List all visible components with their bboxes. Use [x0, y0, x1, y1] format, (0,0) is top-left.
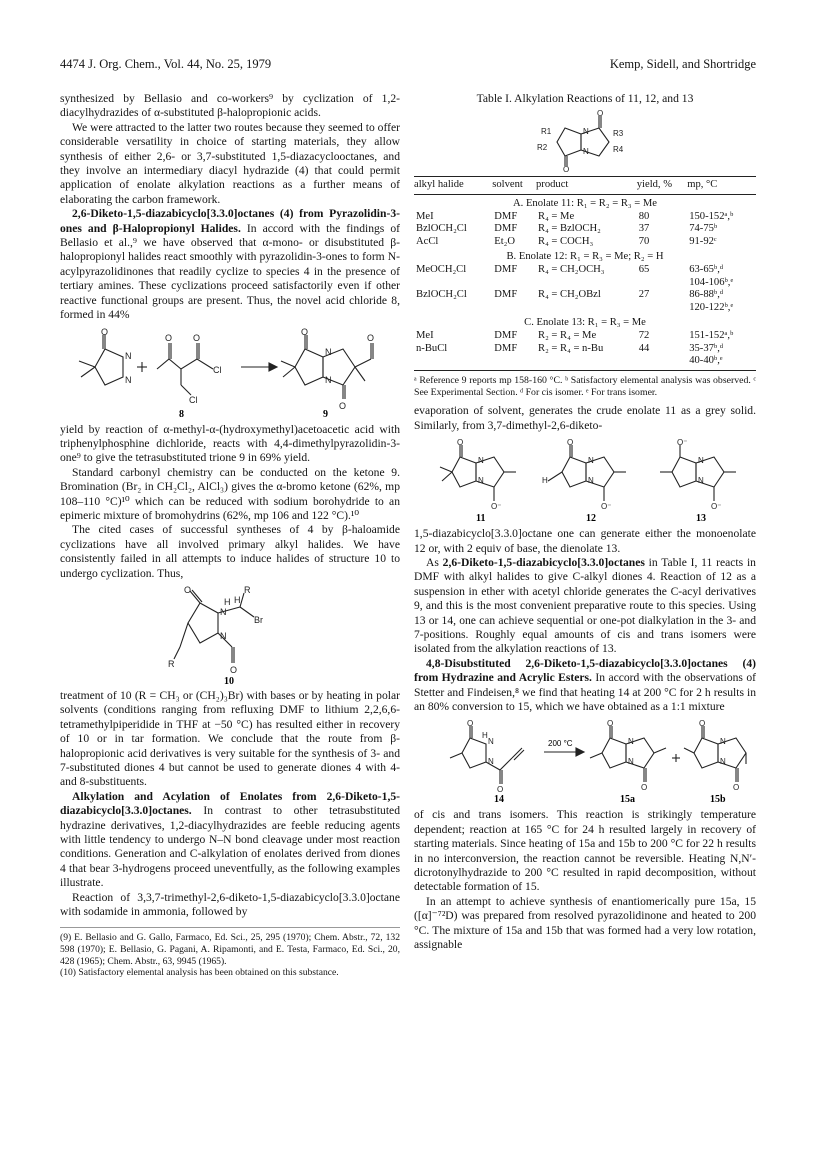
- compound-label: 10: [224, 675, 234, 685]
- cell: R₄ = COCH₃: [538, 235, 594, 247]
- svg-text:H: H: [542, 476, 548, 486]
- svg-text:Cl: Cl: [213, 364, 222, 375]
- paragraph: We were attracted to the latter two routes because they seemed to offer considerable versatility in choice of starting materials, they allow synthesis of either 2,6- or 3,7-substituted 1,5-diazacyclooctanes, and they involve an intermediary diacyl hydrazide (4) that could permit application of enolate alkylation reactions as a further means of elaborating the carbon framework.: [60, 120, 400, 206]
- svg-text:N: N: [478, 456, 484, 466]
- cell: 151-152ᵃ,ᵇ: [689, 329, 734, 341]
- table-title: Table I. Alkylation Reactions of 11, 12, and 13: [476, 92, 694, 105]
- cell: n-BuCl: [416, 342, 448, 354]
- svg-text:H: H: [482, 731, 488, 741]
- paragraph: of cis and trans isomers. This reaction is strikingly temperature dependent; reaction at 165 °C for 24 h resulted largely in recovery of starting materials. Since heating of 15a and 15b to 200 °C for 22 h results in no interconversion, the reaction cannot be reversible. Heating N,N′-dicrotonylhydrazide to 200 °C resulted in rapid decomposition, without detectable formation of 15.: [414, 808, 756, 894]
- cell: 27: [638, 289, 650, 301]
- svg-text:N: N: [220, 606, 227, 617]
- cell: R₂ = R₄ = Me: [538, 329, 597, 341]
- right-column: [414, 92, 756, 952]
- column-header: yield, %: [637, 177, 687, 195]
- enolate-structures: [414, 437, 756, 523]
- compound-label: 9: [323, 408, 328, 419]
- svg-text:N: N: [628, 757, 634, 767]
- compound-label: 15b: [710, 794, 726, 805]
- section-heading: 4,8-Disubstituted 2,6-Diketo-1,5-diazabicyclo[3.3.0]octanes (4) from Hydrazine and Acrylic Esters.: [414, 656, 756, 685]
- svg-text:R2: R2: [537, 143, 548, 153]
- svg-text:N: N: [588, 476, 594, 486]
- inline-bold: 2,6-Diketo-1,5-diazabicyclo[3.3.0]octanes: [442, 555, 645, 569]
- cell: 72: [638, 329, 650, 341]
- cell: 120-122ᵇ,ᵉ: [689, 301, 734, 313]
- svg-text:O⁻: O⁻: [491, 502, 502, 512]
- table-row: [414, 330, 756, 343]
- cell: 86-88ᵇ,ᵈ: [689, 289, 724, 301]
- cell: R₄ = Me: [538, 210, 575, 222]
- cell: MeI: [416, 329, 434, 341]
- svg-text:O: O: [184, 584, 192, 595]
- paragraph: [60, 790, 400, 891]
- cell: 70: [638, 235, 650, 247]
- paragraph: yield by reaction of α-methyl-α-(hydroxymethyl)acetoacetic acid with triphenylphosphine dichloride, reacts with 4,4-dimethylpyrazolidin-3-one⁹ to give the tetrasubstituted trione 9 in 69% yield.: [60, 422, 400, 465]
- compound-label: 15a: [620, 794, 635, 805]
- table-row: [414, 223, 756, 236]
- cell: MeI: [416, 210, 434, 222]
- svg-text:H: H: [224, 596, 231, 607]
- svg-text:N: N: [220, 630, 227, 641]
- paragraph-text: in Table I, 11 reacts in DMF with alkyl halides to give C-alkyl diones 4. Reaction of 12 as a suspension in ether with acetyl chloride generates the C-acyl derivatives 9, and this is the most convenient preparative route to this species. Using 13 or 14, one can achieve sequential or one-pot dialkylation in the 3- and 7-positions. Roughly equal amounts of cis and trans isomers were isolated from the alkylation reactions of 13.: [414, 555, 756, 656]
- paragraph: [414, 657, 756, 715]
- table-row: [414, 236, 756, 249]
- paragraph: synthesized by Bellasio and co-workers⁹ by cyclization of 1,2-diacylhydrazides of α-substituted β-halopropionic acids.: [60, 92, 400, 120]
- svg-text:Cl: Cl: [189, 394, 198, 405]
- svg-text:O⁻: O⁻: [677, 438, 688, 448]
- table-section: C. Enolate 13: R₁ = R₃ = Me: [524, 317, 646, 329]
- svg-text:O⁻: O⁻: [601, 502, 612, 512]
- table-row: [414, 277, 756, 290]
- svg-text:N: N: [628, 737, 634, 747]
- svg-text:R: R: [244, 584, 251, 595]
- footnote: (9) E. Bellasio and G. Gallo, Farmaco, Ed. Sci., 25, 295 (1970); Chem. Abstr., 72, 132 598 (1970); E. Bellasio, G. Pagani, A. Ripamonti, and E. Testa, Farmaco, Ed. Sci., 20, 428 (1965); Chem. Abstr., 63, 9945 (1965).: [60, 932, 400, 967]
- structure-10-drawing: [160, 585, 300, 685]
- svg-text:N: N: [588, 456, 594, 466]
- compound-label: 8: [179, 408, 184, 419]
- cell: 40-40ᵇ,ᵉ: [689, 355, 723, 367]
- svg-text:N: N: [125, 374, 132, 385]
- column-header: solvent: [492, 177, 536, 195]
- table-structure: [414, 110, 756, 172]
- cell: BzlOCH₂Cl: [416, 223, 467, 235]
- svg-text:R3: R3: [613, 129, 624, 139]
- reaction-scheme-structure: [65, 327, 395, 419]
- cell: 80: [638, 210, 650, 222]
- svg-text:N: N: [698, 476, 704, 486]
- section-heading: 2,6-Diketo-1,5-diazabicyclo[3.3.0]octanes (4) from Pyrazolidin-3-ones and β-Halopropionyl Halides.: [60, 207, 400, 235]
- cell: DMF: [494, 210, 518, 222]
- paragraph: The cited cases of successful syntheses of 4 by β-haloamide cyclizations have all involved primary alkyl halides. We have consistently failed in all attempts to induce halides of structure 10 to undergo cyclization. Thus,: [60, 523, 400, 580]
- cell: AcCl: [416, 235, 439, 247]
- left-column: [60, 92, 400, 979]
- running-head-left: 4474 J. Org. Chem., Vol. 44, No. 25, 1979: [60, 57, 272, 71]
- svg-text:R: R: [168, 658, 175, 669]
- cell: R₂ = R₄ = n-Bu: [538, 342, 604, 354]
- svg-text:N: N: [583, 147, 589, 157]
- cell: MeOCH₂Cl: [416, 263, 467, 275]
- cell: DMF: [494, 289, 518, 301]
- footnotes: [60, 927, 400, 978]
- cell: 44: [638, 342, 650, 354]
- svg-text:O⁻: O⁻: [711, 502, 722, 512]
- paragraph: In an attempt to achieve synthesis of enantiomerically pure 15a, 15 ([α]⁻⁷²D) was prepared from resolved pyrazolidinone and heated to 200 °C. The mixture of 15a and 15b that was formed had a very low rotation, assignable: [414, 894, 756, 952]
- svg-text:R1: R1: [541, 127, 552, 137]
- cell: 104-106ᵇ,ᵉ: [689, 276, 734, 288]
- paragraph: 1,5-diazabicyclo[3.3.0]octane one can generate either the monoenolate 12 or, with 2 equiv of base, the dienolate 13.: [414, 527, 756, 555]
- column-header: mp, °C: [687, 177, 756, 195]
- compound-label: 13: [696, 513, 706, 524]
- column-header: product: [536, 177, 637, 195]
- paragraph: treatment of 10 (R = CH₃ or (CH₂)₃Br) with bases or by heating in polar solvents (conditions ranging from refluxing DMF to lithium 2,2,6,6-tetramethylpiperidide in THF at −50 °C) has resulted either in recovery of 10 or in tar formation. We conclude that the route from β-halopropionic acid derivatives is very suitable for the synthesis of 3- and 7-substituted diones 4 but cannot be used to generate diones 4 with 4- and 8-substituents.: [60, 688, 400, 789]
- svg-text:O: O: [607, 719, 614, 729]
- cell: 35-37ᵇ,ᵈ: [689, 342, 724, 354]
- table-row: [414, 343, 756, 356]
- structure-10: [60, 585, 400, 685]
- svg-text:H: H: [234, 594, 241, 605]
- table-section: A. Enolate 11: R₁ = R₂ = R₃ = Me: [513, 198, 657, 209]
- svg-text:O: O: [301, 326, 309, 337]
- svg-text:N: N: [720, 737, 726, 747]
- svg-text:O: O: [641, 783, 648, 793]
- paragraph: [60, 207, 400, 322]
- cell: 65: [638, 263, 650, 275]
- cell: 150-152ᵃ,ᵇ: [689, 210, 734, 222]
- svg-text:O: O: [230, 664, 238, 675]
- svg-text:O: O: [497, 785, 504, 795]
- paragraph: Reaction of 3,3,7-trimethyl-2,6-diketo-1,5-diazabicyclo[3.3.0]octane with sodamide in ammonia, followed by: [60, 890, 400, 919]
- paragraph-text: As: [426, 555, 443, 569]
- svg-text:O: O: [567, 438, 574, 448]
- svg-text:N: N: [478, 476, 484, 486]
- svg-text:O: O: [339, 400, 347, 411]
- scheme-8-to-9: [60, 327, 400, 419]
- compound-label: 14: [494, 794, 504, 805]
- compound-label: 12: [586, 513, 596, 524]
- compound-label: 11: [476, 513, 486, 524]
- paragraph: Standard carbonyl chemistry can be conducted on the ketone 9. Bromination (Br₂ in CH₂Cl₂, AlCl₃) gives the α-bromo ketone (62%, mp 108–110 °C)¹⁰ which can be reduced with sodium borohydride to an epimeric mixture of bromohydrins (62%, mp 106 and 122 °C).¹⁰: [60, 465, 400, 522]
- table-section: B. Enolate 12: R₁ = R₃ = Me; R₂ = H: [506, 251, 664, 263]
- scheme-14-drawing: [420, 718, 750, 804]
- paragraph-text: In accord with the observations of Stetter and Findeisen,⁸ we find that heating 14 at 200 °C for 2 h results in an 80% conversion to 15, which we have obtained as a 1:1 mixture: [414, 671, 757, 713]
- footnote: (10) Satisfactory elemental analysis has been obtained on this substance.: [60, 967, 339, 979]
- table-row: [414, 264, 756, 277]
- svg-text:N: N: [325, 374, 332, 385]
- table-footnotes: ᵃ Reference 9 reports mp 158-160 °C. ᵇ Satisfactory elemental analysis was observed. ᶜ See Experimental Section. ᵈ For cis isomer. ᵉ For trans isomer.: [414, 370, 756, 399]
- table-row: [414, 355, 756, 368]
- table-structure-drawing: [515, 110, 655, 172]
- svg-text:N: N: [698, 456, 704, 466]
- column-header: alkyl halide: [414, 177, 492, 195]
- svg-text:N: N: [325, 346, 332, 357]
- paragraph-text: In contrast to other tetrasubstituted hydrazine derivatives, 1,2-diacylhydrazides are feeble reducing agents with little tendency to undergo N–N bond cleavage under most reaction conditions. Generation and C-alkylation of enolates derived from diones 4 that bear 3-hydrogens proceed uneventfully, as the following examples illustrate.: [60, 804, 400, 890]
- cell: 74-75ᵇ: [689, 223, 718, 235]
- svg-text:Br: Br: [254, 614, 263, 625]
- cell: R₄ = CH₂OBzl: [538, 289, 601, 301]
- cell: 63-65ᵇ,ᵈ: [689, 263, 724, 275]
- svg-text:O: O: [165, 332, 173, 343]
- cell: DMF: [494, 263, 518, 275]
- cell: R₄ = CH₂OCH₃: [538, 263, 605, 275]
- svg-text:O: O: [193, 332, 201, 343]
- svg-text:O: O: [699, 719, 706, 729]
- paragraph: evaporation of solvent, generates the crude enolate 11 as a grey solid. Similarly, from 3,7-dimethyl-2,6-diketo-: [414, 404, 756, 432]
- table-row: [414, 211, 756, 224]
- cell: DMF: [494, 342, 518, 354]
- cell: Et₂O: [494, 235, 516, 247]
- alkylation-table: [414, 176, 756, 367]
- arrow-label: 200 °C: [548, 739, 573, 749]
- section-heading: Alkylation and Acylation of Enolates from 2,6-Diketo-1,5-diazabicyclo[3.3.0]octanes.: [60, 789, 400, 818]
- scheme-14-to-15: [414, 718, 756, 804]
- svg-text:N: N: [488, 737, 494, 747]
- cell: 37: [638, 223, 650, 235]
- running-head-right: Kemp, Sidell, and Shortridge: [609, 57, 756, 71]
- svg-text:O: O: [457, 438, 464, 448]
- svg-text:O: O: [597, 110, 604, 119]
- cell: DMF: [494, 329, 518, 341]
- cell: BzlOCH₂Cl: [416, 289, 467, 301]
- cell: DMF: [494, 223, 518, 235]
- paragraph: [414, 556, 756, 657]
- table-row: [414, 302, 756, 315]
- svg-text:N: N: [488, 757, 494, 767]
- svg-text:O: O: [101, 326, 109, 337]
- svg-text:O: O: [563, 165, 570, 173]
- paragraph-text: In accord with the findings of Bellasio et al.,⁹ we have observed that α-mono- or disubstituted β-halopropionyl halides react smoothly with pyrazolidin-3-ones to form N-acylpyrazolidinones that readily cyclize to species 4 in the presence of tertiary amines. These cyclizations proceed satisfactorily even if other reactive functional groups are present. Thus, the novel acid chloride 8, formed in 44%: [60, 221, 400, 322]
- svg-text:N: N: [720, 757, 726, 767]
- svg-text:N: N: [125, 350, 132, 361]
- cell: R₄ = BzlOCH₂: [538, 223, 601, 235]
- svg-text:R4: R4: [613, 145, 624, 155]
- svg-text:O: O: [733, 783, 740, 793]
- page-header: [60, 57, 756, 75]
- svg-text:O: O: [467, 719, 474, 729]
- enolates-drawing: [420, 437, 750, 523]
- cell: 91-92ᶜ: [689, 235, 717, 247]
- table-row: [414, 289, 756, 302]
- svg-text:O: O: [367, 332, 375, 343]
- svg-text:N: N: [583, 127, 589, 137]
